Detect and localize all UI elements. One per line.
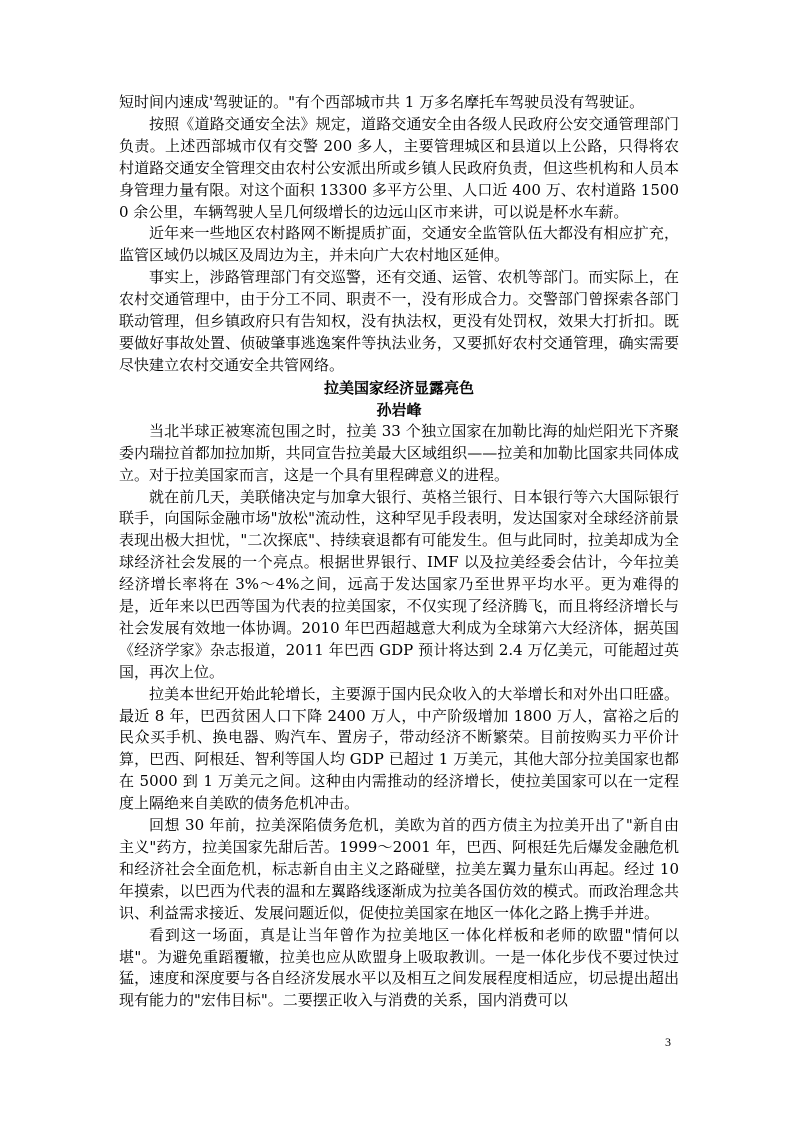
- body-paragraph: 短时间内速成'驾驶证的。"有个西部城市共 1 万多名摩托车驾驶员没有驾驶证。: [119, 93, 645, 111]
- page-number: 3: [665, 1035, 671, 1049]
- body-paragraph: 拉美本世纪开始此轮增长，主要源于国内民众收入的大举增长和对外出口旺盛。最近 8 年，巴西贫困人口下降 2400 万人，中产阶级增加 1800 万人，富裕之后的民众买手机、换电器、购汽车、置房子，带动经济不断繁荣。目前按购买力平价计算，巴西、阿根廷、智利等国人均 GDP 已超过 1 万美元，其他大部分拉美国家也都在 5000 到 1 万美元之间。这种由内需推动的经济增长，使拉美国家可以在一定程度上隔绝来自美欧的债务危机冲击。: [119, 684, 679, 813]
- article-title: 拉美国家经济显露亮色: [323, 378, 474, 397]
- body-paragraph: 按照《道路交通安全法》规定，道路交通安全由各级人民政府公安交通管理部门负责。上述西部城市仅有交警 200 多人，主要管理城区和县道以上公路，只得将农村道路交通安全管理交由农村公安派出所或乡镇人民政府负责，但这些机构和人员本身管理力量有限。对这个面积 13300 多平方公里、人口近 400 万、农村道路 15000 余公里，车辆驾驶人呈几何级增长的边远山区市来讲，可以说是杯水车薪。: [119, 114, 679, 221]
- body-paragraph: 就在前几天，美联储决定与加拿大银行、英格兰银行、日本银行等六大国际银行联手，向国际金融市场"放松"流动性，这种罕见手段表明，发达国家对全球经济前景表现出极大担忧，"二次探底"、持续衰退都有可能发生。但与此同时，拉美却成为全球经济社会发展的一个亮点。根据世界银行、IMF 以及拉美经委会估计，今年拉美经济增长率将在 3%～4%之间，远高于发达国家乃至世界平均水平。更为难得的是，近年来以巴西等国为代表的拉美国家，不仅实现了经济腾飞，而且将经济增长与社会发展有效地一体协调。2010 年巴西超越意大利成为全球第六大经济体，据英国《经济学家》杂志报道，2011 年巴西 GDP 预计将达到 2.4 万亿美元，可能超过英国，再次上位。: [119, 487, 679, 681]
- body-paragraph: 当北半球正被寒流包围之时，拉美 33 个独立国家在加勒比海的灿烂阳光下齐聚委内瑞拉首都加拉加斯，共同宣告拉美最大区域组织——拉美和加勒比国家共同体成立。对于拉美国家而言，这是一个具有里程碑意义的进程。: [119, 421, 679, 484]
- body-paragraph: 近年来一些地区农村路网不断提质扩面，交通安全监管队伍大都没有相应扩充，监管区域仍以城区及周边为主，并未向广大农村地区延伸。: [119, 224, 679, 265]
- body-paragraph: 回想 30 年前，拉美深陷债务危机，美欧为首的西方债主为拉美开出了"新自由主义"药方，拉美国家先甜后苦。1999～2001 年，巴西、阿根廷先后爆发金融危机和经济社会全面危机，标志新自由主义之路碰壁，拉美左翼力量东山再起。经过 10 年摸索，以巴西为代表的温和左翼路线逐渐成为拉美各国仿效的模式。而政治理念共识、利益需求接近、发展问题近似，促使拉美国家在地区一体化之路上携手并进。: [119, 816, 679, 922]
- document-page: [119, 92, 679, 1012]
- article-author: 孙岩峰: [376, 400, 422, 419]
- body-paragraph: 看到这一场面，真是让当年曾作为拉美地区一体化样板和老师的欧盟"情何以堪"。为避免重蹈覆辙，拉美也应从欧盟身上吸取教训。一是一体化步伐不要过快过猛，速度和深度要与各自经济发展水平以及相互之间发展程度相适应，切忌提出超出现有能力的"宏伟目标"。二要摆正收入与消费的关系，国内消费可以: [119, 925, 679, 1010]
- body-paragraph: 事实上，涉路管理部门有交巡警，还有交通、运管、农机等部门。而实际上，在农村交通管理中，由于分工不同、职责不一，没有形成合力。交警部门曾探索各部门联动管理，但乡镇政府只有告知权，没有执法权，更没有处罚权，效果大打折扣。既要做好事故处置、侦破肇事逃逸案件等执法业务，又要抓好农村交通管理，确实需要尽快建立农村交通安全共管网络。: [119, 268, 679, 374]
